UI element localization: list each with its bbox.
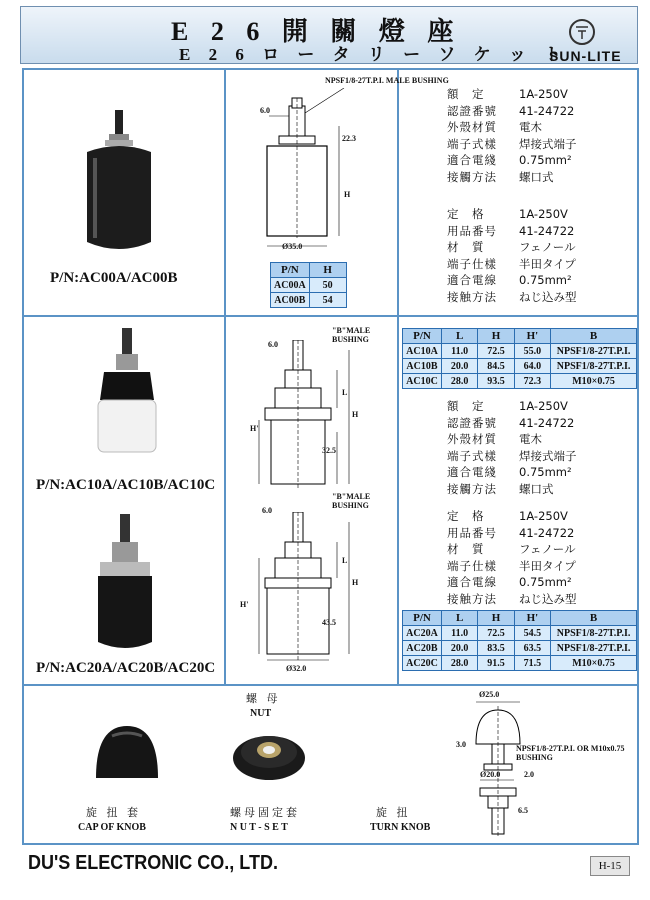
title-chinese: E 2 6 開 關 燈 座 xyxy=(171,17,462,46)
table-row xyxy=(271,293,347,308)
ac00-dim-width: 6.0 xyxy=(260,106,270,115)
table-header: H xyxy=(309,263,346,278)
ac10-bushing-label: "B"MALE BUSHING xyxy=(332,326,371,344)
part-number-ac20: P/N:AC20A/AC20B/AC20C xyxy=(36,660,216,676)
ac10-dim-hp: H' xyxy=(250,424,259,433)
ac20-dimension-drawing xyxy=(249,512,379,662)
part-number-ac10: P/N:AC10A/AC10B/AC10C xyxy=(36,477,216,493)
ac20-dim-hp: H' xyxy=(240,600,249,609)
table-row: AC20A 11.0 72.5 54.5 NPSF1/8-27T.P.I. xyxy=(403,626,637,641)
table-row: AC10B 20.0 84.5 64.0 NPSF1/8-27T.P.I. xyxy=(403,359,637,374)
divider xyxy=(24,315,637,317)
knob-dim-3: 3.0 xyxy=(456,740,466,749)
ac10-spec-japanese: 定 格 1A-250V 用品番号 41-24722 材 質 フェノール 端子仕樣 半田タイプ 適合電線 0.75mm² 接触方法 ねじ込み型 xyxy=(447,509,577,606)
ac20-size-table: P/N L H H' B AC20A 11.0 72.5 54.5 NPSF1/8-27T.P.I. AC20B 20.0 83.5 63.5 NPSF1/8-27T.P.I. AC20C 28.0 91.5 71.5 M10×0.75 xyxy=(402,610,637,671)
ac20-dim-43: 43.5 xyxy=(322,618,336,627)
nut-label-en: NUT xyxy=(250,708,272,719)
ac20-dim-l: L xyxy=(342,556,348,565)
cap-of-knob-label-en: CAP OF KNOB xyxy=(78,822,146,833)
ac20-bushing-label: "B"MALE BUSHING xyxy=(332,492,371,510)
table-cell: 54 xyxy=(309,293,346,308)
ac20-dim-dia: Ø32.0 xyxy=(286,664,307,673)
ac00-spec-japanese: 定 格 1A-250V 用品番号 41-24722 材 質 フェノール 端子仕樣 半田タイプ 適合電線 0.75mm² 接触方法 ねじ込み型 xyxy=(447,207,577,304)
header-banner xyxy=(20,6,638,64)
ac10-dim-h: H xyxy=(352,410,359,419)
sun-lite-logo-icon xyxy=(569,19,595,45)
ac10-dim-32: 32.5 xyxy=(322,446,336,455)
company-name: DU'S ELECTRONIC CO., LTD. xyxy=(28,852,278,874)
ac20-dim-width: 6.0 xyxy=(262,506,272,515)
ac10-size-table: P/N L H H' B AC10A 11.0 72.5 55.0 NPSF1/8-27T.P.I. AC10B 20.0 84.5 64.0 NPSF1/8-27T.P.I. AC10C 28.0 93.5 72.3 M10×0.75 xyxy=(402,328,637,389)
ac10-dim-width: 6.0 xyxy=(268,340,278,349)
knob-dim-65: 6.5 xyxy=(518,806,528,815)
knob-dim-dia25: Ø25.0 xyxy=(479,690,500,699)
table-row xyxy=(271,278,347,293)
knob-dim-2: 2.0 xyxy=(524,770,534,779)
ac20-dim-h: H xyxy=(352,578,359,587)
divider xyxy=(24,684,637,686)
ac00-dim-height: 22.3 xyxy=(342,134,356,143)
ac10-dim-l: L xyxy=(342,388,348,397)
table-row: AC10A 11.0 72.5 55.0 NPSF1/8-27T.P.I. xyxy=(403,344,637,359)
table-cell: AC00B xyxy=(271,293,310,308)
nut-set-photo xyxy=(230,726,308,784)
ac00-bushing-label: NPSF1/8-27T.P.I. MALE BUSHING xyxy=(325,76,449,85)
nut-label-cn: 螺 母 xyxy=(246,692,281,705)
table-row: AC10C 28.0 93.5 72.3 M10×0.75 xyxy=(403,374,637,389)
ac00-size-table xyxy=(270,262,347,308)
table-row: AC20C 28.0 91.5 71.5 M10×0.75 xyxy=(403,656,637,671)
ac20-product-photo xyxy=(90,514,160,654)
ac10-dimension-drawing xyxy=(249,340,379,490)
turn-knob-label-en: TURN KNOB xyxy=(370,822,431,833)
ac00-dim-dia: Ø35.0 xyxy=(282,242,303,251)
nut-set-label-en: N U T - S E T xyxy=(230,822,288,833)
table-row: AC20B 20.0 83.5 63.5 NPSF1/8-27T.P.I. xyxy=(403,641,637,656)
part-number-ac00: P/N:AC00A/AC00B xyxy=(50,270,178,286)
nut-set-label-cn: 螺母固定套 xyxy=(230,806,300,819)
table-cell: 50 xyxy=(309,278,346,293)
page-number: H-15 xyxy=(590,856,630,876)
ac00-product-photo xyxy=(79,110,159,260)
ac10-product-photo xyxy=(92,328,162,456)
table-cell: AC00A xyxy=(271,278,310,293)
knob-bushing-label: NPSF1/8-27T.P.I. OR M10x0.75 BUSHING xyxy=(516,744,625,762)
knob-dim-dia20: Ø20.0 xyxy=(480,770,501,779)
divider xyxy=(224,70,226,684)
ac10-spec-chinese: 額 定 1A-250V 認證番號 41-24722 外殼材質 電木 端子式樣 焊接式端子 適合電綫 0.75mm² 接觸方法 螺口式 xyxy=(447,399,577,496)
catalog-frame xyxy=(22,68,639,845)
title-japanese: E 2 6 ロ ー タ リ ー ソ ケ ッ ト xyxy=(179,45,569,64)
ac00-dim-h: H xyxy=(344,190,351,199)
table-header: P/N xyxy=(271,263,310,278)
cap-of-knob-label-cn: 旋 扭 套 xyxy=(86,806,141,819)
brand-name: SUN-LITE xyxy=(549,48,622,64)
divider xyxy=(397,70,399,684)
cap-of-knob-photo xyxy=(92,722,162,780)
turn-knob-label-cn: 旋 扭 xyxy=(376,806,411,819)
turn-knob-drawing xyxy=(454,696,544,838)
ac00-spec-chinese: 額 定 1A-250V 認證番號 41-24722 外殼材質 電木 端子式樣 焊接式端子 適合電綫 0.75mm² 接觸方法 螺口式 xyxy=(447,87,577,184)
